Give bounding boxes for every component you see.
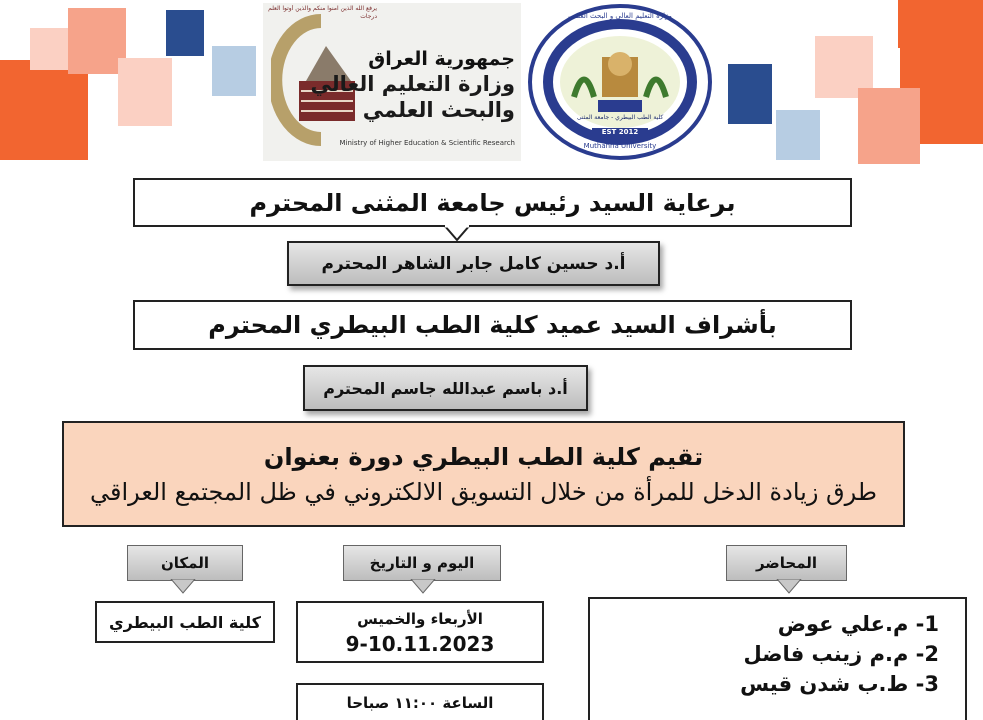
patron-title-box — [133, 178, 852, 227]
university-college-text: كلية الطب البيطري - جامعة المثنى — [576, 114, 664, 121]
decor-square — [118, 58, 172, 126]
supervisor-name-box — [303, 365, 588, 411]
lecturer-item: 1- م.علي عوض — [777, 612, 939, 636]
place-label: المكان — [161, 554, 209, 572]
decor-square — [898, 0, 983, 48]
decor-square — [212, 46, 256, 96]
date-label-box — [343, 545, 501, 581]
supervisor-title-box — [133, 300, 852, 350]
university-en-name: Muthanna University — [583, 142, 657, 150]
decor-square — [166, 10, 204, 56]
ministry-line-1: جمهورية العراق — [368, 48, 515, 70]
ministry-caption: Ministry of Higher Education & Scientific Research — [339, 139, 515, 147]
university-arc-text: وزارة التعليم العالي و البحث العلمي — [568, 12, 672, 20]
place-value-box — [95, 601, 275, 643]
lecturer-list — [740, 609, 939, 699]
supervisor-name: أ.د باسم عبدالله جاسم المحترم — [323, 378, 568, 398]
lecturers-box — [588, 597, 967, 720]
supervisor-title: بأشراف السيد عميد كلية الطب البيطري المحترم — [208, 311, 777, 339]
university-seal-icon — [524, 2, 716, 162]
course-subtitle: طرق زيادة الدخل للمرأة من خلال التسويق الالكتروني في ظل المجتمع العراقي — [90, 478, 877, 506]
university-est: EST 2012 — [592, 128, 648, 136]
lecturers-callout-arrow — [776, 579, 802, 595]
patron-title: برعاية السيد رئيس جامعة المثنى المحترم — [249, 188, 736, 217]
decor-square — [858, 88, 920, 164]
ministry-logo — [263, 3, 521, 161]
lecturer-item: 3- ط.ب شدن قيس — [740, 672, 939, 696]
ministry-title-block — [310, 47, 515, 123]
date-label: اليوم و التاريخ — [369, 554, 475, 572]
place-value: كلية الطب البيطري — [109, 612, 261, 632]
ministry-line-3: والبحث العلمي — [362, 98, 515, 122]
date-value-box — [296, 601, 544, 663]
decor-square — [0, 60, 88, 160]
ministry-line-2: وزارة التعليم العالي — [310, 72, 515, 96]
course-box — [62, 421, 905, 527]
time-value: الساعة ١١:٠٠ صباحا — [346, 693, 494, 712]
lecturer-item: 2- م.م زينب فاضل — [743, 642, 939, 666]
place-label-box — [127, 545, 243, 581]
patron-name: أ.د حسين كامل جابر الشاهر المحترم — [321, 253, 626, 274]
decor-square — [728, 64, 772, 124]
time-box — [296, 683, 544, 720]
date-days: الأربعاء والخميس — [357, 610, 483, 628]
lecturers-label-box — [726, 545, 847, 581]
lecturers-label: المحاضر — [755, 554, 818, 572]
patron-callout-arrow — [443, 225, 471, 242]
course-heading: تقيم كلية الطب البيطري دورة بعنوان — [263, 443, 704, 471]
date-callout-arrow — [410, 579, 436, 595]
ministry-arc-text: يرفع الله الذين امنوا منكم والذين أوتوا العلم درجات — [268, 5, 377, 20]
university-logo — [524, 2, 716, 162]
place-callout-arrow — [170, 579, 196, 595]
date-dates: 9-10.11.2023 — [345, 632, 495, 656]
patron-name-box — [287, 241, 660, 286]
decor-square — [776, 110, 820, 160]
